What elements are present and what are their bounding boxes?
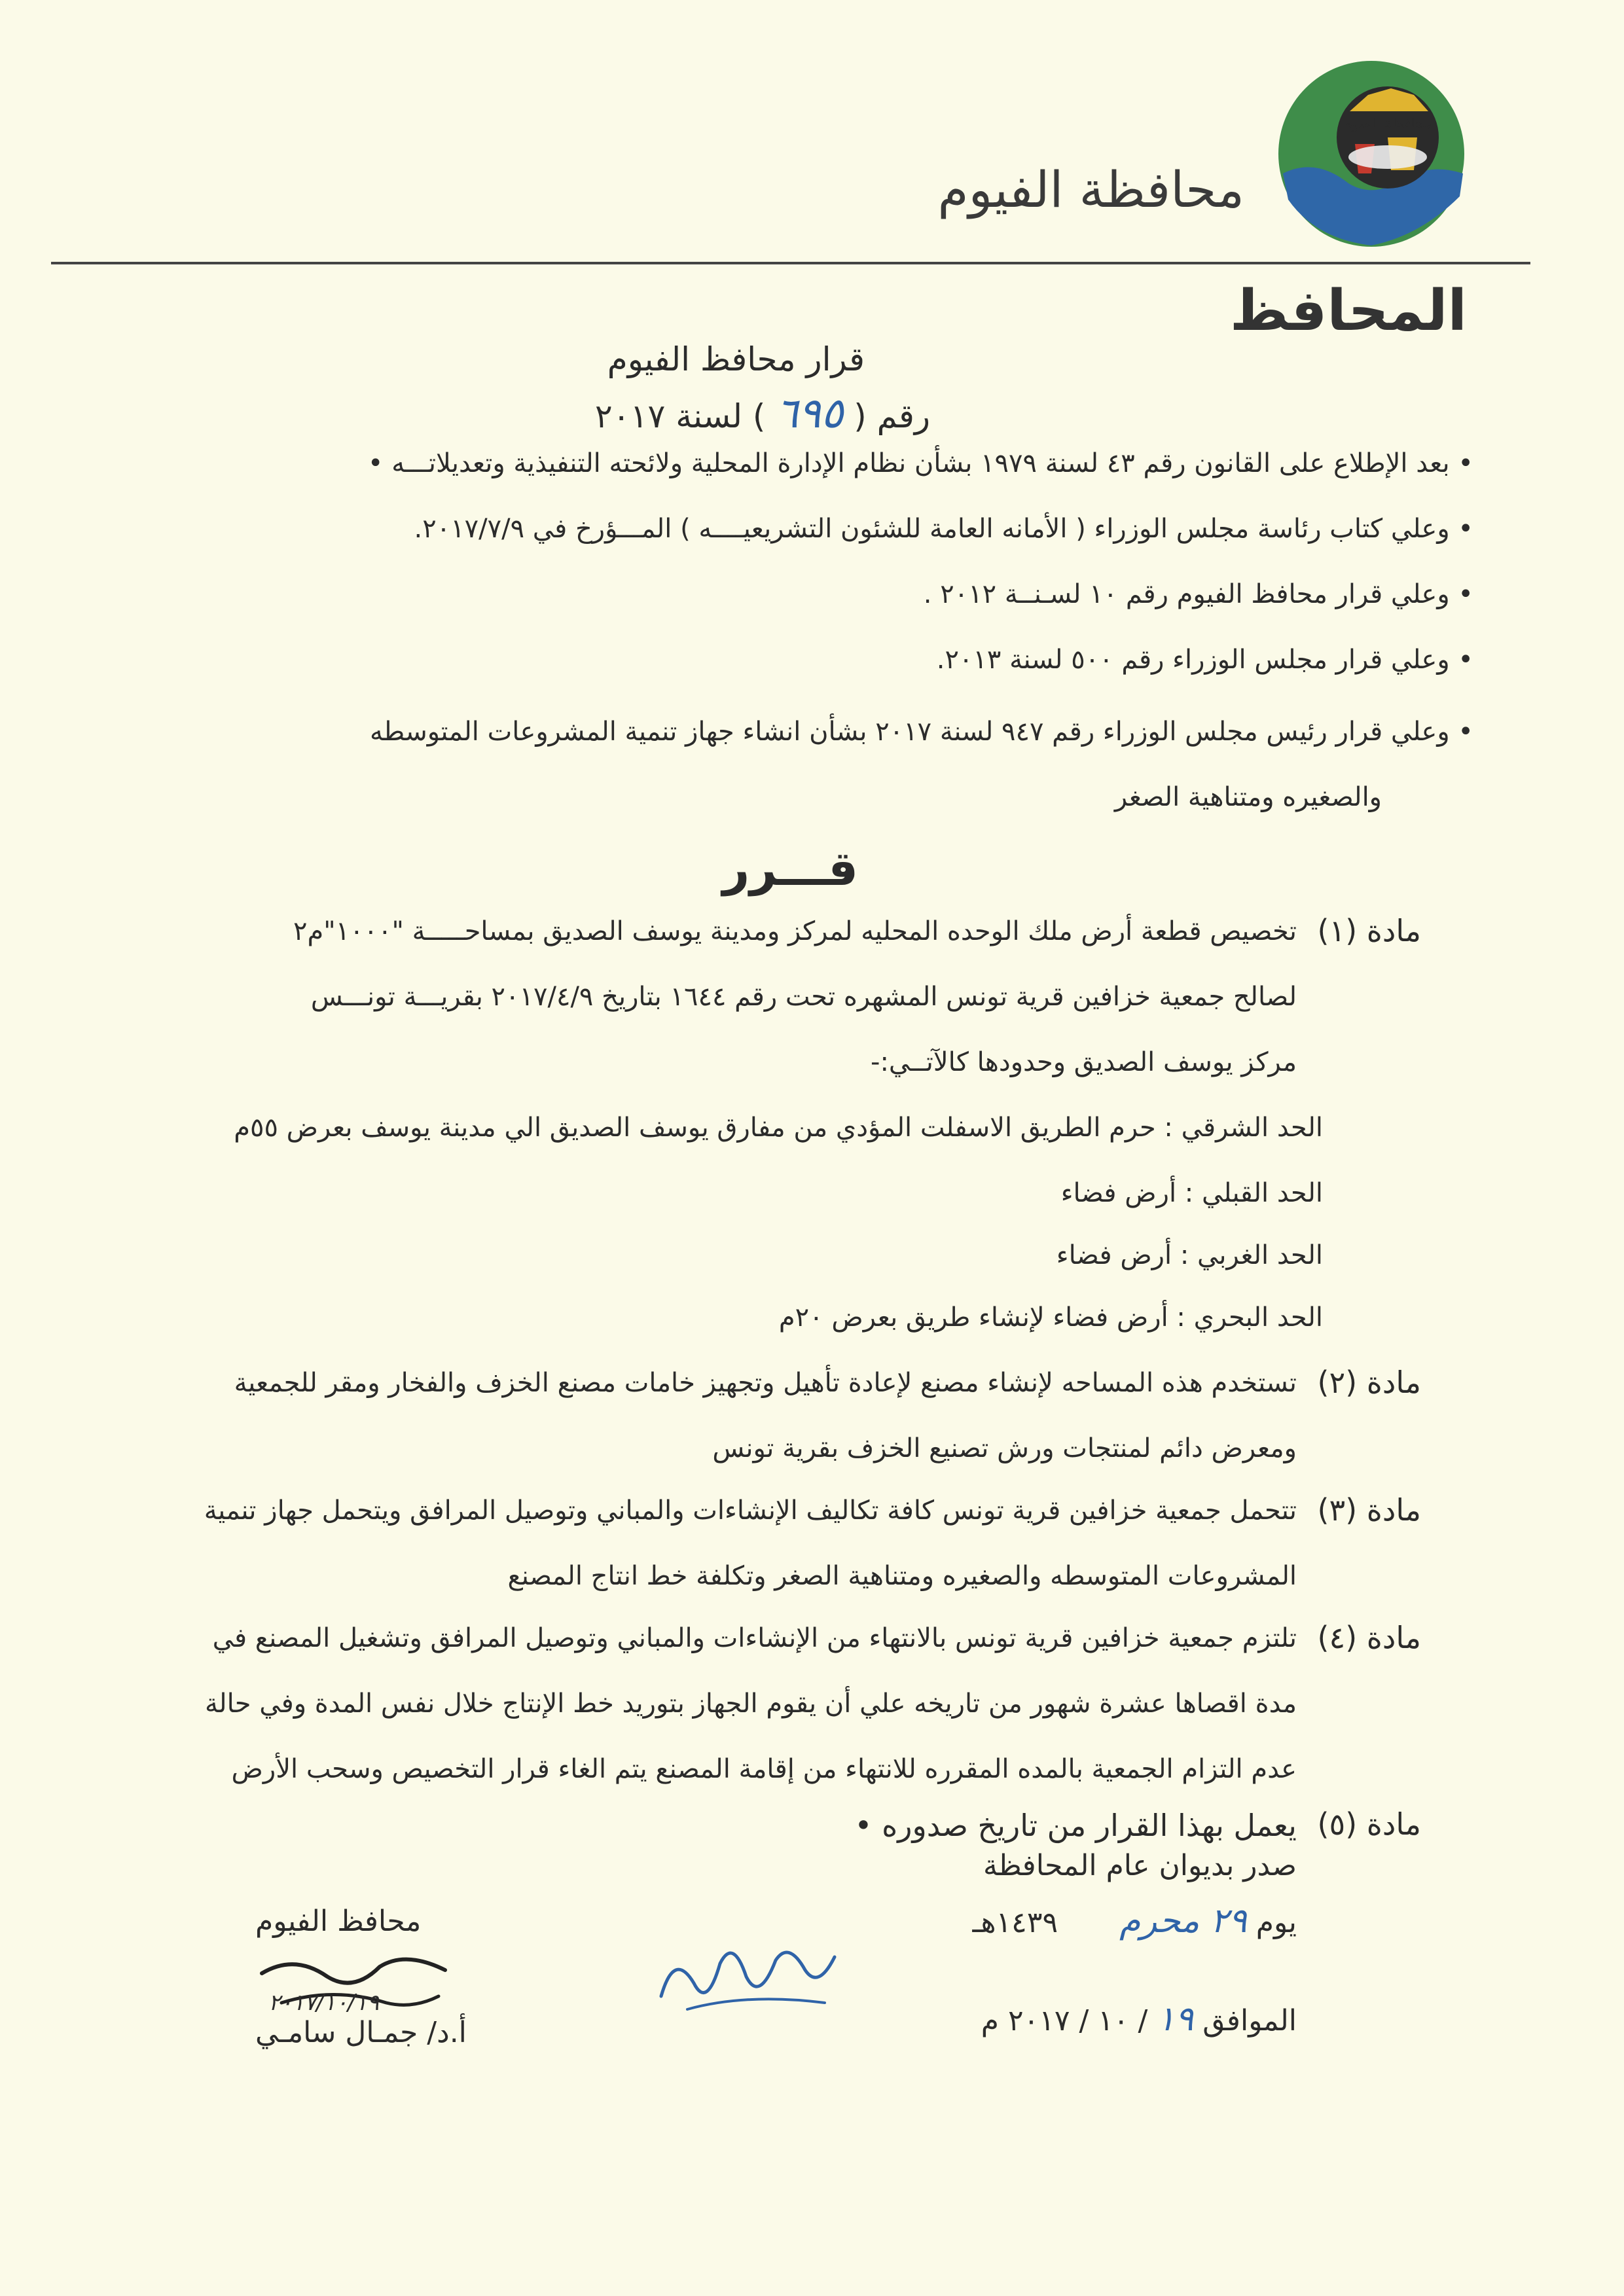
article-text-line: لصالح جمعية خزافين قرية تونس المشهره تحت رقم ١٦٤٤ بتاريخ ٢٠١٧/٤/٩ بقريـــة تونـــس	[310, 982, 1297, 1012]
boundary-label: الحد البحري	[1193, 1302, 1323, 1333]
decision-number-suffix: ) لسنة ٢٠١٧	[594, 397, 766, 435]
article-label: مادة (١)	[1317, 913, 1421, 948]
boundary-label: الحد الشرقي	[1181, 1113, 1323, 1143]
boundary-value: : أرض فضاء	[1056, 1240, 1189, 1270]
article-text-line: يعمل بهذا القرار من تاريخ صدوره •	[854, 1808, 1297, 1843]
decision-number-prefix: رقم (	[854, 397, 930, 435]
article-text-line: عدم التزام الجمعية بالمده المقرره للانتهاء من إقامة المصنع يتم الغاء قرار التخصيص وسحب الأرض	[231, 1754, 1297, 1784]
preamble-item-continuation: والصغيره ومتناهية الصغر	[1114, 782, 1382, 812]
preamble-item: • وعلي قرار محافظ الفيوم رقم ١٠ لسـنــة ٢٠١٢ .	[923, 579, 1473, 609]
svg-text:محافظة الفيوم: محافظة الفيوم	[1343, 116, 1432, 132]
boundary-label: الحد القبلي	[1201, 1178, 1323, 1208]
article-text-line: تلتزم جمعية خزافين قرية تونس بالانتهاء من الإنشاءات والمباني وتوصيل المرافق وتشغيل المصنع في	[212, 1623, 1297, 1653]
decision-heading: قـــرر	[722, 841, 858, 896]
article-label: مادة (٥)	[1317, 1806, 1421, 1842]
article-text-line: مدة اقصاها عشرة شهور من تاريخه علي أن يقوم الجهاز بتوريد خط الإنتاج خلال نفس المدة وفي حالة	[204, 1689, 1297, 1719]
boundary-value: : أرض فضاء	[1060, 1178, 1194, 1208]
article-label: مادة (٢)	[1317, 1365, 1421, 1400]
governor-sign-date: ٢٠١٧/١٠/١٩	[268, 1990, 380, 2016]
boundary-row-south	[1061, 1178, 1323, 1208]
article-text-line: مركز يوسف الصديق وحدودها كالآتــي:-	[871, 1047, 1297, 1077]
decision-number-handwritten: ٦٩٥	[776, 389, 844, 438]
preamble-item: • وعلي قرار رئيس مجلس الوزراء رقم ٩٤٧ لسنة ٢٠١٧ بشأن انشاء جهاز تنمية المشروعات المتوسطه	[369, 717, 1473, 747]
hijri-date-handwritten: ٢٩ محرم	[1119, 1901, 1247, 1941]
boundary-label: الحد الغربي	[1197, 1240, 1323, 1270]
decision-number	[595, 389, 930, 438]
hijri-date	[972, 1901, 1297, 1941]
boundary-row-north	[779, 1302, 1323, 1333]
decision-title: قرار محافظ الفيوم	[607, 340, 865, 378]
fayoum-governorate-logo	[1276, 59, 1466, 249]
handwritten-signature	[648, 1924, 844, 2022]
preamble-item: • وعلي قرار مجلس الوزراء رقم ٥٠٠ لسنة ٢٠١٣.	[936, 645, 1473, 675]
article-label: مادة (٤)	[1317, 1620, 1421, 1655]
gregorian-date-prefix: الموافق	[1202, 2004, 1297, 2037]
article-text-line: تستخدم هذه المساحه لإنشاء مصنع لإعادة تأهيل وتجهيز خامات مصنع الخزف والفخار ومقر للجمعية	[234, 1368, 1297, 1398]
boundary-row-west	[1056, 1240, 1323, 1270]
governor-name: أ.د/ جمـال سامـي	[255, 2016, 467, 2049]
gregorian-day-handwritten: ١٩	[1157, 2000, 1194, 2039]
office-title: المحافظ	[1229, 278, 1467, 344]
article-text-line: المشروعات المتوسطه والصغيره ومتناهية الصغر وتكلفة خط انتاج المصنع	[507, 1561, 1297, 1591]
gregorian-date-rest: / ١٠ / ٢٠١٧ م	[981, 2004, 1148, 2037]
article-text-line: تتحمل جمعية خزافين قرية تونس كافة تكاليف الإنشاءات والمباني وتوصيل المرافق ويتحمل جهاز تنمية	[204, 1496, 1297, 1526]
boundary-row-east	[234, 1113, 1323, 1143]
article-text-line: ومعرض دائم لمنتجات ورش تصنيع الخزف بقرية تونس	[712, 1433, 1297, 1463]
preamble-item: • وعلي كتاب رئاسة مجلس الوزراء ( الأمانه العامة للشئون التشريعيــــه ) المـــؤرخ في ٢٠١٧/٧/٩.	[414, 514, 1473, 544]
gregorian-date	[981, 2000, 1297, 2039]
governor-title: محافظ الفيوم	[255, 1905, 422, 1938]
preamble-item: • بعد الإطلاع على القانون رقم ٤٣ لسنة ١٩٧٩ بشأن نظام الإدارة المحلية ولائحته التنفيذية وتعديلاتـــه •	[367, 448, 1473, 478]
article-label: مادة (٣)	[1317, 1492, 1421, 1528]
article-text-line: تخصيص قطعة أرض ملك الوحده المحليه لمركز ومدينة يوسف الصديق بمساحـــــة "١٠٠٠"م٢	[293, 916, 1297, 946]
boundary-value: : أرض فضاء لإنشاء طريق بعرض ٢٠م	[778, 1302, 1185, 1333]
organization-name: محافظة الفيوم	[937, 160, 1244, 219]
hijri-date-prefix: يوم	[1255, 1906, 1297, 1939]
boundary-value: : حرم الطريق الاسفلت المؤدي من مفارق يوسف الصديق الي مدينة يوسف بعرض ٥٥م	[234, 1113, 1173, 1143]
hijri-year: ١٤٣٩هـ	[972, 1906, 1058, 1939]
issued-at: صدر بديوان عام المحافظة	[983, 1849, 1297, 1882]
header-divider	[51, 262, 1530, 264]
